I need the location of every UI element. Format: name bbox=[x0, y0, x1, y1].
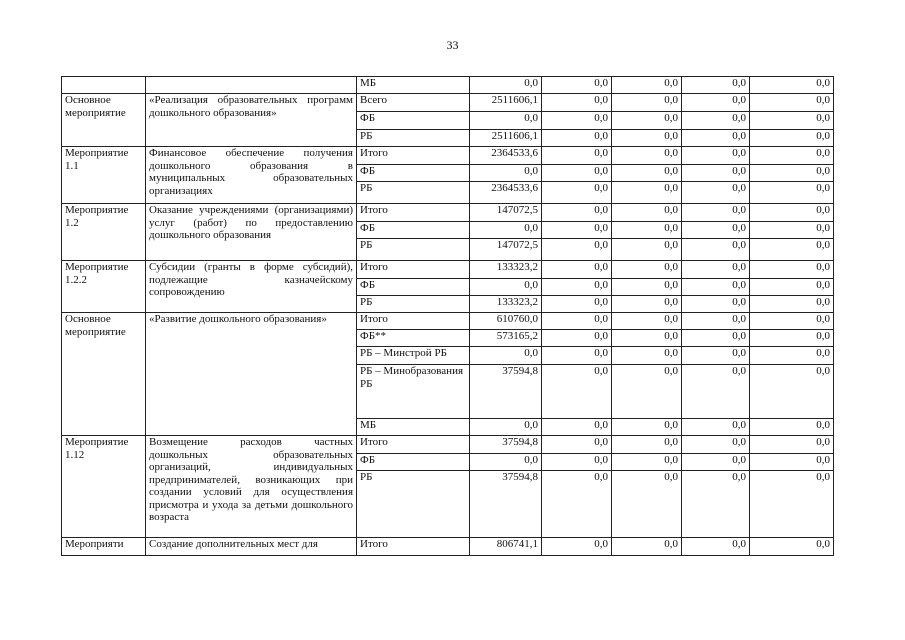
value-cell: 0,0 bbox=[682, 436, 750, 454]
activity-description-cell bbox=[146, 77, 357, 94]
funding-source-cell: РБ – Минобразования РБ bbox=[357, 365, 470, 419]
value-cell: 0,0 bbox=[470, 419, 542, 436]
funding-source-cell: Итого bbox=[357, 313, 470, 330]
value-cell: 0,0 bbox=[682, 239, 750, 261]
value-cell: 0,0 bbox=[750, 330, 834, 347]
value-cell: 573165,2 bbox=[470, 330, 542, 347]
funding-source-cell: Итого bbox=[357, 436, 470, 454]
activity-description-cell: «Развитие дошкольного образования» bbox=[146, 313, 357, 436]
value-cell: 0,0 bbox=[542, 436, 612, 454]
value-cell: 0,0 bbox=[542, 94, 612, 112]
table-row bbox=[62, 313, 834, 330]
value-cell: 0,0 bbox=[682, 454, 750, 471]
value-cell: 0,0 bbox=[682, 296, 750, 313]
value-cell: 0,0 bbox=[750, 454, 834, 471]
value-cell: 0,0 bbox=[612, 94, 682, 112]
value-cell: 0,0 bbox=[470, 77, 542, 94]
table-row bbox=[62, 538, 834, 556]
activity-kind-cell: Основное мероприятие bbox=[62, 313, 146, 436]
funding-source-cell: ФБ bbox=[357, 222, 470, 239]
value-cell: 147072,5 bbox=[470, 204, 542, 222]
value-cell: 0,0 bbox=[750, 347, 834, 365]
value-cell: 0,0 bbox=[682, 330, 750, 347]
value-cell: 0,0 bbox=[682, 347, 750, 365]
value-cell: 0,0 bbox=[682, 204, 750, 222]
funding-source-cell: Всего bbox=[357, 94, 470, 112]
funding-source-cell: РБ bbox=[357, 471, 470, 538]
value-cell: 0,0 bbox=[612, 147, 682, 165]
value-cell: 0,0 bbox=[542, 538, 612, 556]
value-cell: 133323,2 bbox=[470, 261, 542, 279]
value-cell: 0,0 bbox=[542, 419, 612, 436]
value-cell: 37594,8 bbox=[470, 365, 542, 419]
value-cell: 0,0 bbox=[612, 365, 682, 419]
funding-source-cell: Итого bbox=[357, 538, 470, 556]
value-cell: 0,0 bbox=[750, 182, 834, 204]
value-cell: 0,0 bbox=[542, 454, 612, 471]
table-row bbox=[62, 436, 834, 454]
activity-kind-cell: Мероприятие 1.2.2 bbox=[62, 261, 146, 313]
funding-source-cell: ФБ bbox=[357, 454, 470, 471]
value-cell: 0,0 bbox=[542, 182, 612, 204]
activity-description-cell: Возмещение расходов частных дошкольных образовательных организаций, индивидуальных предпринимателей, возникающих при создании условий для осуществления присмотра и ухода за детьми дошкольного возраста bbox=[146, 436, 357, 538]
value-cell: 0,0 bbox=[750, 130, 834, 147]
value-cell: 133323,2 bbox=[470, 296, 542, 313]
funding-source-cell: РБ bbox=[357, 182, 470, 204]
value-cell: 0,0 bbox=[682, 222, 750, 239]
table-row bbox=[62, 147, 834, 165]
value-cell: 0,0 bbox=[750, 436, 834, 454]
funding-source-cell: ФБ bbox=[357, 112, 470, 130]
funding-source-cell: ФБ** bbox=[357, 330, 470, 347]
value-cell: 0,0 bbox=[750, 261, 834, 279]
value-cell: 0,0 bbox=[750, 419, 834, 436]
table-row bbox=[62, 77, 834, 94]
value-cell: 0,0 bbox=[612, 330, 682, 347]
value-cell: 0,0 bbox=[682, 165, 750, 182]
funding-source-cell: Итого bbox=[357, 204, 470, 222]
funding-source-cell: МБ bbox=[357, 77, 470, 94]
activity-description-cell: Создание дополнительных мест для bbox=[146, 538, 357, 556]
funding-source-cell: Итого bbox=[357, 147, 470, 165]
value-cell: 0,0 bbox=[542, 165, 612, 182]
funding-source-cell: РБ bbox=[357, 296, 470, 313]
value-cell: 0,0 bbox=[470, 112, 542, 130]
value-cell: 0,0 bbox=[750, 279, 834, 296]
value-cell: 0,0 bbox=[682, 313, 750, 330]
value-cell: 2511606,1 bbox=[470, 94, 542, 112]
value-cell: 0,0 bbox=[682, 147, 750, 165]
value-cell: 0,0 bbox=[612, 77, 682, 94]
value-cell: 2511606,1 bbox=[470, 130, 542, 147]
value-cell: 0,0 bbox=[750, 94, 834, 112]
table-row bbox=[62, 261, 834, 279]
value-cell: 0,0 bbox=[682, 130, 750, 147]
value-cell: 0,0 bbox=[612, 436, 682, 454]
value-cell: 0,0 bbox=[470, 279, 542, 296]
value-cell: 0,0 bbox=[750, 165, 834, 182]
value-cell: 0,0 bbox=[750, 313, 834, 330]
value-cell: 0,0 bbox=[470, 454, 542, 471]
page-number: 33 bbox=[446, 38, 459, 52]
value-cell: 0,0 bbox=[682, 471, 750, 538]
value-cell: 0,0 bbox=[682, 279, 750, 296]
table-row bbox=[62, 94, 834, 112]
value-cell: 0,0 bbox=[542, 261, 612, 279]
funding-source-cell: ФБ bbox=[357, 165, 470, 182]
value-cell: 0,0 bbox=[612, 222, 682, 239]
value-cell: 0,0 bbox=[542, 347, 612, 365]
value-cell: 0,0 bbox=[612, 471, 682, 538]
value-cell: 0,0 bbox=[612, 239, 682, 261]
activity-kind-cell: Основное мероприятие bbox=[62, 94, 146, 147]
value-cell: 0,0 bbox=[612, 182, 682, 204]
value-cell: 0,0 bbox=[682, 261, 750, 279]
value-cell: 0,0 bbox=[612, 204, 682, 222]
funding-source-cell: РБ bbox=[357, 239, 470, 261]
activity-kind-cell: Мероприяти bbox=[62, 538, 146, 556]
value-cell: 0,0 bbox=[612, 419, 682, 436]
value-cell: 0,0 bbox=[542, 222, 612, 239]
value-cell: 0,0 bbox=[542, 471, 612, 538]
value-cell: 0,0 bbox=[612, 454, 682, 471]
value-cell: 806741,1 bbox=[470, 538, 542, 556]
value-cell: 0,0 bbox=[682, 182, 750, 204]
value-cell: 0,0 bbox=[682, 365, 750, 419]
value-cell: 0,0 bbox=[682, 419, 750, 436]
value-cell: 0,0 bbox=[682, 538, 750, 556]
budget-table bbox=[61, 76, 834, 556]
activity-description-cell: Оказание учреждениями (организациями) услуг (работ) по предоставлению дошкольного образования bbox=[146, 204, 357, 261]
value-cell: 0,0 bbox=[612, 261, 682, 279]
value-cell: 0,0 bbox=[542, 313, 612, 330]
value-cell: 0,0 bbox=[750, 538, 834, 556]
value-cell: 0,0 bbox=[750, 112, 834, 130]
value-cell: 0,0 bbox=[542, 365, 612, 419]
value-cell: 0,0 bbox=[750, 222, 834, 239]
value-cell: 0,0 bbox=[612, 130, 682, 147]
activity-description-cell: Субсидии (гранты в форме субсидий), подлежащие казначейскому сопровождению bbox=[146, 261, 357, 313]
value-cell: 0,0 bbox=[470, 222, 542, 239]
value-cell: 0,0 bbox=[682, 112, 750, 130]
value-cell: 0,0 bbox=[542, 330, 612, 347]
value-cell: 0,0 bbox=[750, 471, 834, 538]
activity-kind-cell: Мероприятие 1.2 bbox=[62, 204, 146, 261]
funding-source-cell: МБ bbox=[357, 419, 470, 436]
value-cell: 0,0 bbox=[542, 112, 612, 130]
funding-source-cell: РБ bbox=[357, 130, 470, 147]
funding-source-cell: ФБ bbox=[357, 279, 470, 296]
value-cell: 37594,8 bbox=[470, 471, 542, 538]
table-row bbox=[62, 204, 834, 222]
activity-kind-cell bbox=[62, 77, 146, 94]
value-cell: 0,0 bbox=[612, 347, 682, 365]
value-cell: 0,0 bbox=[542, 279, 612, 296]
value-cell: 0,0 bbox=[682, 77, 750, 94]
funding-source-cell: Итого bbox=[357, 261, 470, 279]
value-cell: 0,0 bbox=[612, 165, 682, 182]
value-cell: 610760,0 bbox=[470, 313, 542, 330]
value-cell: 0,0 bbox=[542, 130, 612, 147]
activity-kind-cell: Мероприятие 1.12 bbox=[62, 436, 146, 538]
activity-kind-cell: Мероприятие 1.1 bbox=[62, 147, 146, 204]
value-cell: 0,0 bbox=[542, 239, 612, 261]
value-cell: 0,0 bbox=[612, 313, 682, 330]
value-cell: 0,0 bbox=[470, 165, 542, 182]
value-cell: 0,0 bbox=[750, 204, 834, 222]
value-cell: 0,0 bbox=[542, 296, 612, 313]
value-cell: 0,0 bbox=[542, 204, 612, 222]
value-cell: 0,0 bbox=[750, 77, 834, 94]
value-cell: 0,0 bbox=[750, 239, 834, 261]
value-cell: 0,0 bbox=[542, 147, 612, 165]
value-cell: 0,0 bbox=[612, 112, 682, 130]
value-cell: 0,0 bbox=[750, 147, 834, 165]
funding-source-cell: РБ – Минстрой РБ bbox=[357, 347, 470, 365]
value-cell: 0,0 bbox=[750, 296, 834, 313]
value-cell: 0,0 bbox=[470, 347, 542, 365]
value-cell: 147072,5 bbox=[470, 239, 542, 261]
activity-description-cell: «Реализация образовательных программ дошкольного образования» bbox=[146, 94, 357, 147]
activity-description-cell: Финансовое обеспечение получения дошкольного образования в муниципальных образовательных организациях bbox=[146, 147, 357, 204]
value-cell: 0,0 bbox=[612, 538, 682, 556]
value-cell: 37594,8 bbox=[470, 436, 542, 454]
value-cell: 0,0 bbox=[750, 365, 834, 419]
value-cell: 2364533,6 bbox=[470, 147, 542, 165]
value-cell: 2364533,6 bbox=[470, 182, 542, 204]
value-cell: 0,0 bbox=[542, 77, 612, 94]
value-cell: 0,0 bbox=[682, 94, 750, 112]
value-cell: 0,0 bbox=[612, 296, 682, 313]
value-cell: 0,0 bbox=[612, 279, 682, 296]
